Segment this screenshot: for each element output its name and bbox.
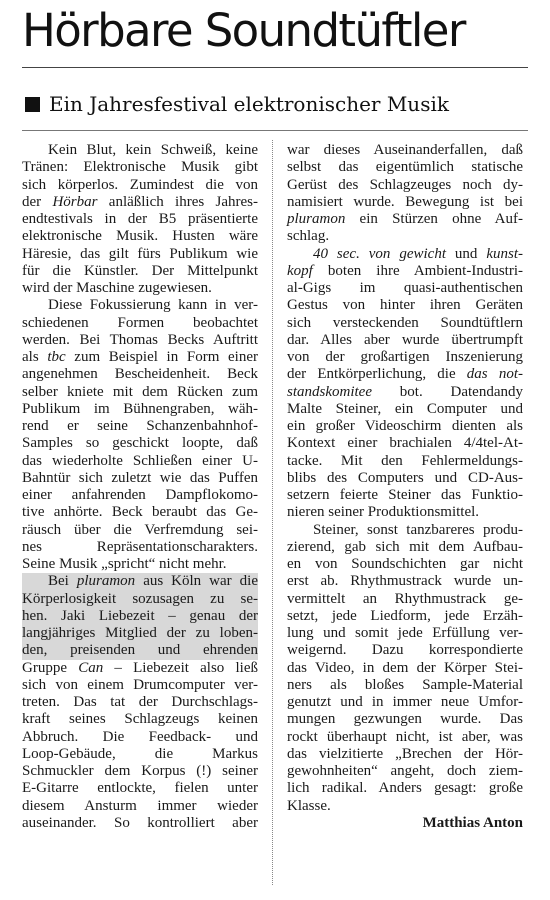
text-line: erst ab. Rhythmustrack wurde un- bbox=[287, 573, 523, 590]
text-line: das Video, in dem der Körper Stei- bbox=[287, 659, 523, 676]
text-line: wird der Maschine zugewiesen. bbox=[22, 280, 212, 296]
text-line: rockt überhaupt nicht, ist aber, was bbox=[287, 728, 523, 745]
text-line: blibs des Computers und CD-Aus- bbox=[287, 469, 523, 486]
text-line: schiedenen Formen beobachtet bbox=[22, 314, 258, 331]
text-line: hen. Jaki Liebezeit – genau der bbox=[22, 607, 258, 624]
text-line bbox=[287, 211, 523, 228]
italic-text-run: kunst- bbox=[486, 245, 523, 262]
text-line: nieren seiner Produktionsmittel. bbox=[287, 504, 480, 521]
subheadline-rule bbox=[22, 130, 528, 131]
text-line: en von Soundschichten gar nicht bbox=[287, 556, 523, 572]
text-run: und bbox=[445, 245, 487, 262]
text-line: Häresie, das gilt fürs Publikum wie bbox=[22, 245, 258, 262]
square-bullet-icon bbox=[25, 97, 40, 112]
text-line bbox=[287, 246, 523, 263]
text-line: setzt, jede Liedform, jede Erzäh- bbox=[287, 607, 523, 624]
text-line: für die Künstler. Der Mittelpunkt bbox=[22, 262, 258, 279]
text-run: boten ihre Ambient-Industri- bbox=[312, 262, 523, 279]
text-line: sich versteckenden Soundtüftlern bbox=[287, 314, 523, 331]
text-line: kraft seines Schlagzeugs keinen bbox=[22, 711, 258, 728]
text-line: angenehmen Bescheidenheit. Beck bbox=[22, 366, 258, 383]
text-line: das vielzitierte „Brechen der Hör- bbox=[287, 745, 523, 762]
subheadline bbox=[25, 90, 449, 118]
text-line: gewohnheiten“ angeht, doch ziem- bbox=[287, 763, 523, 779]
text-line: genutzt und in immer neue Umfor- bbox=[287, 694, 523, 710]
text-line bbox=[287, 263, 523, 280]
text-line: sich von einem Drumcomputer ver- bbox=[22, 676, 258, 693]
text-line: Klasse. bbox=[287, 797, 331, 814]
text-line: ners als bloßes Sample-Material bbox=[287, 676, 523, 693]
text-line: räusch über die Verfremdung sei- bbox=[22, 521, 258, 538]
text-line bbox=[22, 194, 258, 211]
text-line: ein großer Videoschirm dienten als bbox=[287, 418, 523, 434]
text-line: werden. Bei Thomas Becks Auftritt bbox=[22, 331, 258, 348]
headline-rule bbox=[22, 67, 528, 68]
text-line: elektronische Musik. Husten wäre bbox=[22, 228, 258, 245]
text-line: Samples so geschickt loopte, daß bbox=[22, 435, 258, 452]
text-line: weigernd. Dazu korrespondierte bbox=[287, 642, 523, 659]
text-line: Gerüst des Schlagzeuges noch dy- bbox=[287, 176, 523, 193]
column-divider bbox=[272, 140, 273, 885]
italic-text-run: 40 sec. von gewicht bbox=[313, 245, 446, 262]
text-line: war dieses Auseinanderfallen, daß bbox=[287, 142, 523, 158]
text-run: Gruppe bbox=[22, 659, 79, 676]
text-line: selbst das eigentümlich statische bbox=[287, 159, 523, 176]
text-run: anläßlich ihres Jahres- bbox=[97, 193, 259, 210]
headline: Hörbare Soundtüftler bbox=[22, 4, 465, 57]
text-line: dar. Alles aber wurde übertrumpft bbox=[287, 331, 523, 348]
text-line: endtestivals in der B5 präsentierte bbox=[22, 211, 258, 227]
article-column-right bbox=[287, 142, 523, 832]
text-line: al-Gigs im quasi-authentischen bbox=[287, 280, 523, 296]
text-line: vermittelt an Rhythmustrack ge- bbox=[287, 590, 523, 607]
text-run: der bbox=[22, 193, 53, 210]
text-line: lich radikal. Anders gesagt: große bbox=[287, 780, 523, 797]
text-line: Bahntür sich zuletzt wie das Puffen bbox=[22, 469, 258, 486]
text-line: Tränen: Elektronische Musik gibt bbox=[22, 159, 258, 176]
text-line: Schmuckler dem Korpus (!) seiner bbox=[22, 763, 258, 779]
text-run: ein Stürzen ohne Auf- bbox=[345, 211, 523, 227]
text-line bbox=[22, 573, 258, 590]
text-run: der Entkörperlichung, die bbox=[287, 366, 467, 383]
text-line: selber kniete mit dem Rücken zum bbox=[22, 383, 258, 400]
text-run: zum Beispiel in Form einer bbox=[65, 349, 258, 365]
text-run: aus Köln war die bbox=[135, 573, 258, 590]
text-line: diesem Ansturm immer wieder bbox=[22, 797, 258, 814]
text-run: als bbox=[22, 349, 48, 365]
text-line: setzern feierte Steiner das Funktio- bbox=[287, 487, 523, 503]
text-line: tive anhörte. Beck beraubt das Ge- bbox=[22, 504, 258, 521]
text-line: Steiner, sonst tanzbareres produ- bbox=[313, 521, 523, 538]
italic-text-run: Hörbar bbox=[52, 193, 98, 210]
text-line: lung und somit jede Erfüllung ver- bbox=[287, 625, 523, 641]
text-line: sich körperlos. Zumindest die von bbox=[22, 176, 258, 193]
author-byline: Matthias Anton bbox=[422, 814, 523, 831]
text-line: zierend, gab sich mit dem Aufbau- bbox=[287, 538, 523, 555]
text-line: Loop-Gebäude, die Markus bbox=[22, 745, 258, 762]
text-line: Körperlosigkeit sozusagen zu se- bbox=[22, 590, 258, 607]
text-run: Bei bbox=[48, 573, 77, 590]
text-line: einer anfahrenden Dampflokomo- bbox=[22, 487, 258, 503]
text-line: treten. Das tat der Durchschlags- bbox=[22, 694, 258, 710]
text-line bbox=[287, 366, 523, 383]
text-line: tacke. Mit den Fehlermeldungs- bbox=[287, 452, 523, 469]
italic-text-run: pluramon bbox=[287, 211, 346, 227]
text-run: – Liebezeit also ließ bbox=[103, 659, 258, 676]
text-line: das wiederholte Schließen einer U- bbox=[22, 452, 258, 469]
text-line: E-Gitarre entlockte, fielen unter bbox=[22, 780, 258, 797]
text-line: Publikum im Bühnengraben, wäh- bbox=[22, 400, 258, 417]
text-line: den, preisenden und ehrenden bbox=[22, 642, 258, 659]
text-line bbox=[22, 660, 258, 677]
italic-text-run: kopf bbox=[287, 262, 313, 279]
text-line: Gestus von hinter ihren Geräten bbox=[287, 297, 523, 314]
text-line bbox=[287, 384, 523, 401]
text-line: auseinander. So kontrolliert aber bbox=[22, 814, 258, 831]
text-line: mungen gezwungen wurde. Das bbox=[287, 711, 523, 728]
text-line: von der großartigen Inszenierung bbox=[287, 349, 523, 365]
italic-text-run: das not- bbox=[466, 366, 523, 383]
text-line: Kontext einer brachialen 4/4tel-At- bbox=[287, 435, 523, 452]
text-line: rend er seine Schanzenbahnhof- bbox=[22, 418, 258, 434]
text-line: Kein Blut, kein Schweiß, keine bbox=[48, 142, 258, 158]
italic-text-run: standskomitee bbox=[287, 383, 372, 400]
subheadline-text: Ein Jahresfestival elektronischer Musik bbox=[49, 92, 449, 116]
text-line: Seine Musik „spricht“ nicht mehr. bbox=[22, 556, 227, 572]
text-line bbox=[22, 349, 258, 366]
text-line: schlag. bbox=[287, 228, 330, 245]
text-line: namisiert wurde. Bewegung ist bei bbox=[287, 193, 523, 210]
text-line: Diese Fokussierung kann in ver- bbox=[48, 297, 258, 314]
article-column-left bbox=[22, 142, 258, 832]
text-line: nes Repräsentationscharakters. bbox=[22, 538, 258, 555]
text-line: Malte Steiner, ein Computer und bbox=[287, 400, 523, 417]
italic-text-run: pluramon bbox=[76, 573, 136, 590]
text-line: langjähriges Mitglied der zu loben- bbox=[22, 625, 258, 641]
text-run: bot. Datendandy bbox=[371, 383, 523, 400]
italic-text-run: tbc bbox=[47, 349, 66, 365]
italic-text-run: Can bbox=[78, 659, 104, 676]
text-line: Abbruch. Die Feedback- und bbox=[22, 728, 258, 745]
